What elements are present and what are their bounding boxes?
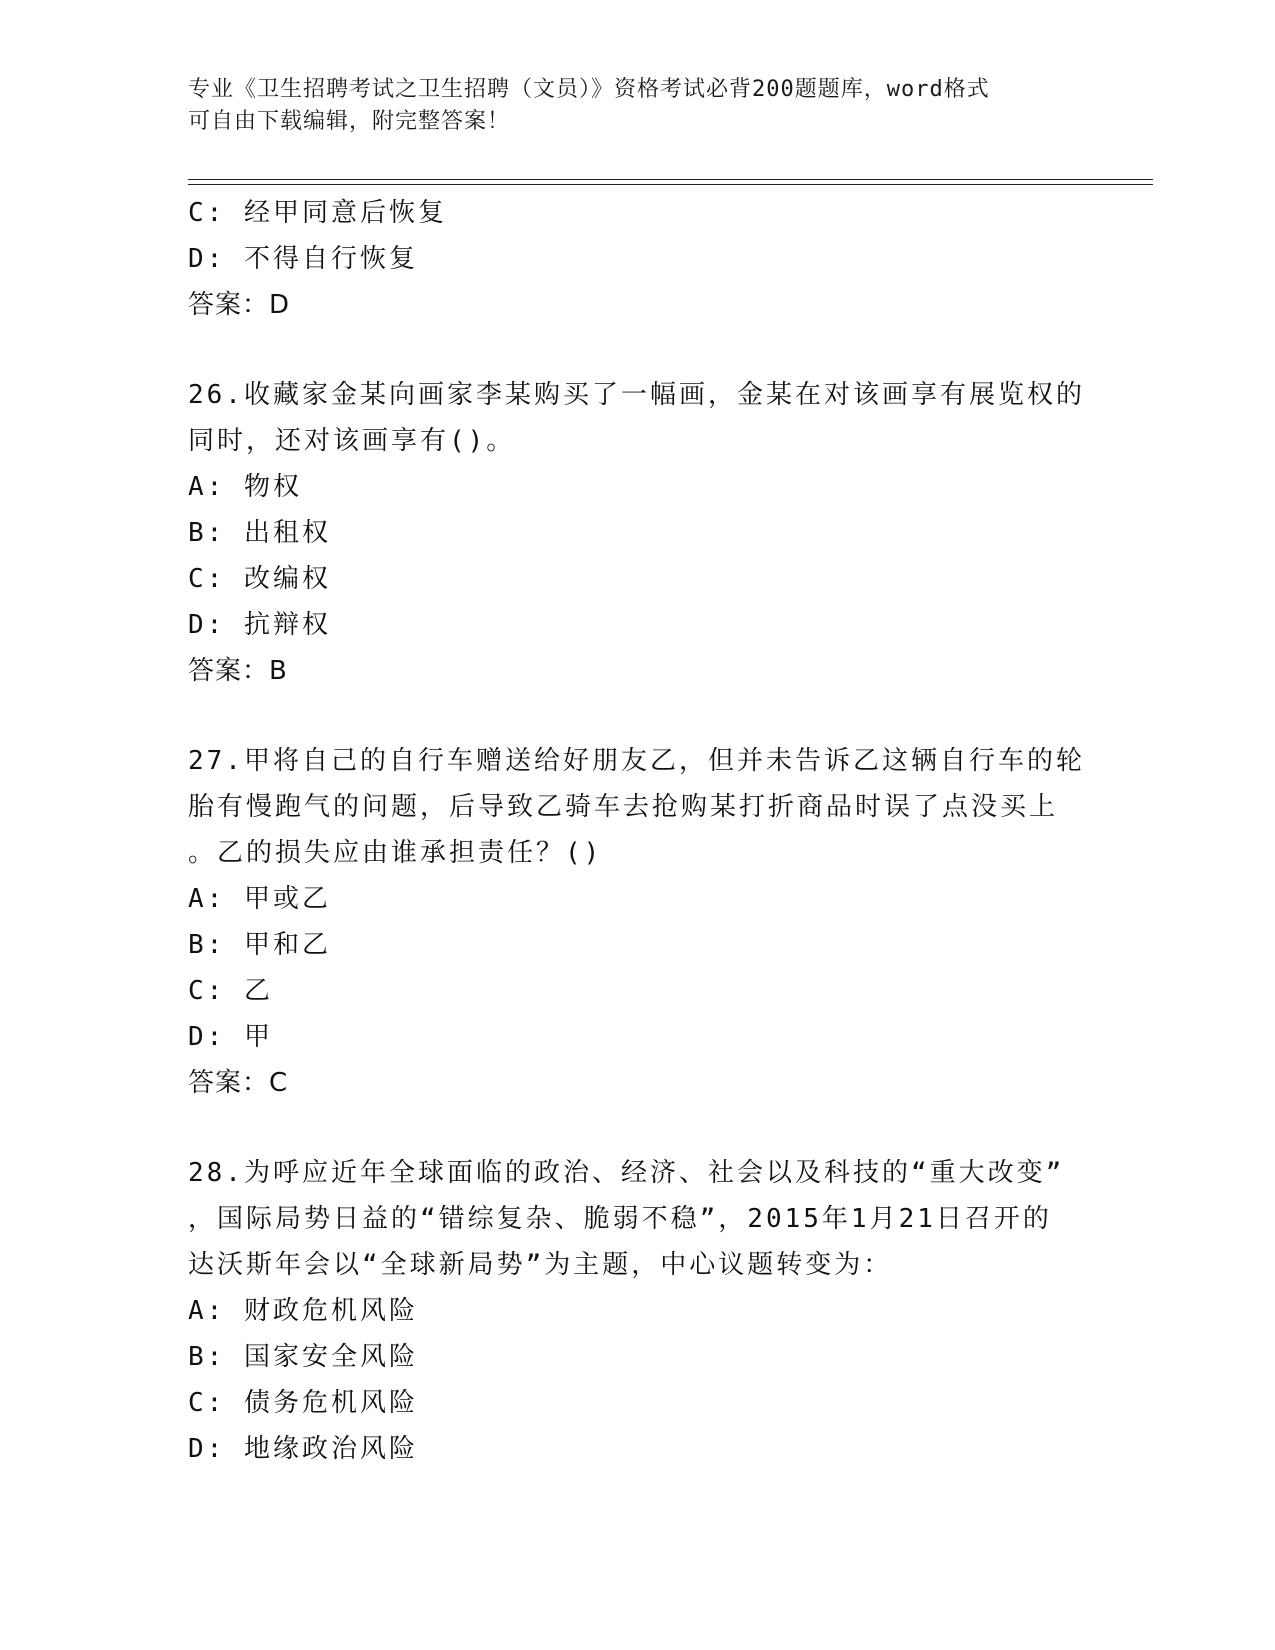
option-a: A: 甲或乙 — [188, 884, 331, 914]
spacer — [188, 328, 1118, 372]
answer-line: 答案：D — [188, 290, 291, 320]
question-26 — [188, 372, 1118, 694]
spacer — [188, 694, 1118, 738]
question-stem-line: 达沃斯年会以“全球新局势”为主题，中心议题转变为： — [188, 1250, 893, 1280]
page-header — [188, 74, 1088, 138]
question-stem-line: 27.甲将自己的自行车赠送给好朋友乙，但并未告诉乙这辆自行车的轮 — [188, 746, 1085, 776]
question-continued — [188, 190, 1118, 328]
question-stem-line: 同时，还对该画享有()。 — [188, 426, 516, 456]
option-a: A: 财政危机风险 — [188, 1296, 418, 1326]
option-c: C: 债务危机风险 — [188, 1388, 418, 1418]
header-rule-top — [188, 179, 1153, 180]
option-a: A: 物权 — [188, 472, 302, 502]
question-28 — [188, 1150, 1118, 1472]
header-rule-bottom — [188, 184, 1153, 185]
question-stem-line: ，国际局势日益的“错综复杂、脆弱不稳”，2015年1月21日召开的 — [188, 1204, 1052, 1234]
option-b: B: 甲和乙 — [188, 930, 331, 960]
option-d: D: 不得自行恢复 — [188, 244, 418, 274]
option-c: C: 乙 — [188, 976, 273, 1006]
question-stem-line: 。乙的损失应由谁承担责任？() — [188, 838, 603, 868]
answer-line: 答案：B — [188, 656, 288, 686]
spacer — [188, 1106, 1118, 1150]
header-line-2: 可自由下载编辑，附完整答案！ — [188, 109, 511, 134]
option-d: D: 抗辩权 — [188, 610, 331, 640]
answer-line: 答案：C — [188, 1068, 289, 1098]
option-d: D: 甲 — [188, 1022, 273, 1052]
question-stem-line: 胎有慢跑气的问题，后导致乙骑车去抢购某打折商品时误了点没买上 — [188, 792, 1059, 822]
question-list — [188, 190, 1118, 1472]
option-c: C: 改编权 — [188, 564, 331, 594]
header-line-1: 专业《卫生招聘考试之卫生招聘（文员）》资格考试必背200题题库，word格式 — [188, 77, 990, 102]
option-b: B: 出租权 — [188, 518, 331, 548]
option-d: D: 地缘政治风险 — [188, 1434, 418, 1464]
question-stem-line: 28.为呼应近年全球面临的政治、经济、社会以及科技的“重大改变” — [188, 1158, 1065, 1188]
option-b: B: 国家安全风险 — [188, 1342, 418, 1372]
option-c: C: 经甲同意后恢复 — [188, 198, 447, 228]
question-stem-line: 26.收藏家金某向画家李某购买了一幅画，金某在对该画享有展览权的 — [188, 380, 1085, 410]
question-27 — [188, 738, 1118, 1106]
